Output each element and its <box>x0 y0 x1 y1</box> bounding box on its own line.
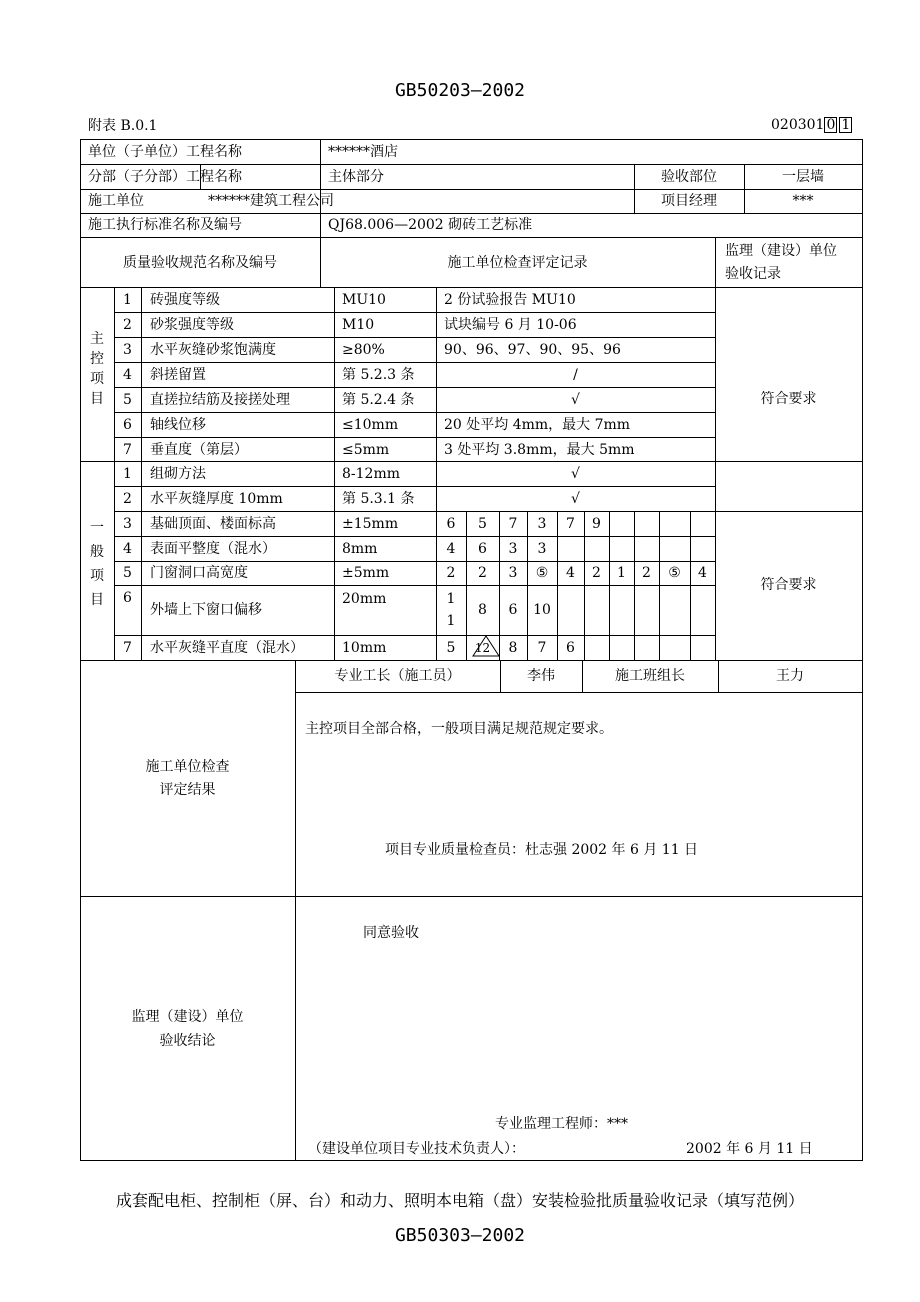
main-control-char: 控 <box>90 351 104 367</box>
measure-value: 6 <box>446 516 456 532</box>
form-code <box>771 117 852 133</box>
measure-value: 3 <box>508 541 518 557</box>
contractor-eval-text: 主控项目全部合格，一般项目满足规范规定要求。 <box>305 721 613 737</box>
next-form-title: 成套配电柜、控制柜（屏、台）和动力、照明本电箱（盘）安装检验批质量验收记录（填写范例） <box>115 1191 804 1210</box>
row-item: 轴线位移 <box>150 417 206 433</box>
row-std: 8mm <box>342 541 378 557</box>
measure-value: 2 <box>592 565 601 581</box>
row-std: M10 <box>342 317 375 333</box>
spec-label: 质量验收规范名称及编号 <box>123 255 277 271</box>
row-item: 斜搓留置 <box>150 367 206 383</box>
general-char: 目 <box>90 592 104 608</box>
main-control-char: 目 <box>90 391 104 407</box>
supervisor-conclusion-label-2: 验收结论 <box>159 1033 216 1049</box>
exec-standard-label: 施工执行标准名称及编号 <box>88 217 242 233</box>
measure-value: 1 <box>446 613 456 629</box>
form-code-prefix: 020301 <box>771 117 825 133</box>
contractor-eval-label-1: 施工单位检查 <box>145 759 230 775</box>
measure-value: 5 <box>446 640 456 656</box>
sub-project-value: 主体部分 <box>328 169 384 185</box>
main-control-group-label <box>80 329 114 409</box>
measure-value: 3 <box>508 565 518 581</box>
measure-value: 4 <box>446 541 456 557</box>
foreman-name: 李伟 <box>527 668 555 684</box>
row-std: ≤5mm <box>342 442 390 458</box>
row-item: 水平灰缝平直度（混水） <box>150 640 304 656</box>
accept-part-label: 验收部位 <box>661 169 717 185</box>
measure-value: 4 <box>698 565 707 581</box>
general-char: 般 <box>90 544 104 560</box>
supervisor-record-label-2: 验收记录 <box>725 266 781 282</box>
general-group-label <box>80 516 114 612</box>
team-leader-name: 王力 <box>776 668 804 684</box>
measure-value: 1 <box>617 565 626 581</box>
row-no: 7 <box>123 442 132 458</box>
measure-value: 8 <box>478 602 487 618</box>
unit-project-label: 单位（子单位）工程名称 <box>88 144 242 160</box>
row-item: 水平灰缝砂浆饱满度 <box>150 342 276 358</box>
main-control-char: 项 <box>90 371 104 387</box>
row-item: 砖强度等级 <box>150 292 220 308</box>
general-result: 符合要求 <box>760 577 817 593</box>
row-no: 3 <box>123 516 132 532</box>
project-manager-label: 项目经理 <box>661 193 717 209</box>
general-char: 项 <box>90 568 104 584</box>
measure-value: 2 <box>642 565 651 581</box>
measure-value: 6 <box>478 541 487 557</box>
row-std: 8-12mm <box>342 466 401 482</box>
row-item: 组砌方法 <box>150 466 206 482</box>
general-char: 一 <box>90 520 104 536</box>
measure-value: 6 <box>508 602 518 618</box>
row-no: 5 <box>123 565 132 581</box>
row-record: √ <box>571 466 580 482</box>
row-item: 垂直度（第层） <box>150 442 248 458</box>
supervisor-record-label-1: 监理（建设）单位 <box>725 243 837 259</box>
check-record-label: 施工单位检查评定记录 <box>447 255 588 271</box>
measure-value: 3 <box>537 516 547 532</box>
quality-inspector-line: 项目专业质量检查员：杜志强 2002 年 6 月 11 日 <box>385 842 699 858</box>
row-no: 7 <box>123 640 132 656</box>
owner-rep-line: （建设单位项目专业技术负责人）： <box>308 1141 525 1157</box>
measure-value-circled: ⑤ <box>535 565 549 581</box>
team-leader-label: 施工班组长 <box>615 668 685 684</box>
measure-value: 4 <box>566 565 575 581</box>
row-std: ±5mm <box>342 565 390 581</box>
form-code-box-2: 1 <box>841 117 851 133</box>
row-no: 3 <box>123 342 132 358</box>
standard-code-bottom: GB50303—2002 <box>394 1225 526 1246</box>
row-record: √ <box>571 392 580 408</box>
measure-value: 3 <box>537 541 547 557</box>
measure-value-circled: ⑤ <box>668 565 681 581</box>
measure-value: 8 <box>508 640 518 656</box>
row-record: 90、96、97、90、95、96 <box>444 342 621 358</box>
main-control-char: 主 <box>90 331 104 347</box>
foreman-label: 专业工长（施工员） <box>334 668 461 684</box>
measure-value-flagged: 12 <box>474 641 491 655</box>
row-item: 水平灰缝厚度 10mm <box>150 491 283 507</box>
row-std: 第 5.2.4 条 <box>342 392 415 408</box>
measure-value: 7 <box>566 516 575 532</box>
row-std: 20mm <box>342 591 387 607</box>
row-item: 砂浆强度等级 <box>150 317 234 333</box>
row-record: 试块编号 6 月 10-06 <box>444 317 577 333</box>
row-record: 2 份试验报告 MU10 <box>444 292 576 308</box>
row-record: / <box>573 367 578 383</box>
row-record: 3 处平均 3.8mm，最大 5mm <box>444 442 635 458</box>
main-control-result: 符合要求 <box>760 391 817 407</box>
measure-value: 7 <box>537 640 547 656</box>
row-no: 1 <box>123 466 132 482</box>
row-std: MU10 <box>342 292 386 308</box>
supervisor-conclusion-text: 同意验收 <box>363 925 419 941</box>
row-std: ≤10mm <box>342 417 399 433</box>
measure-value: 1 <box>446 591 456 607</box>
row-no: 6 <box>123 417 132 433</box>
row-no: 1 <box>123 292 132 308</box>
supervisor-conclusion-label-1: 监理（建设）单位 <box>131 1009 244 1025</box>
row-std: ≥80% <box>342 342 385 358</box>
row-item: 直搓拉结筋及接搓处理 <box>150 392 290 408</box>
row-no: 4 <box>123 367 132 383</box>
table-ref: 附表 B.0.1 <box>88 118 158 134</box>
form-code-box-1: 0 <box>826 117 836 133</box>
row-std: 第 5.2.3 条 <box>342 367 415 383</box>
row-item: 表面平整度（混水） <box>150 541 276 557</box>
measure-value: 6 <box>566 640 575 656</box>
measure-value: 5 <box>478 516 487 532</box>
row-item: 基础顶面、楼面标高 <box>150 516 276 532</box>
measure-value: 2 <box>478 565 487 581</box>
measure-value: 9 <box>592 516 601 532</box>
sub-project-label: 分部（子分部）工程名称 <box>88 169 242 185</box>
contractor-eval-label-2: 评定结果 <box>159 782 216 798</box>
row-std: ±15mm <box>342 516 399 532</box>
contractor-value: ******建筑工程公司 <box>208 193 334 209</box>
measure-value: 7 <box>508 516 518 532</box>
accept-part-value: 一层墙 <box>782 169 824 185</box>
contractor-label: 施工单位 <box>88 193 144 209</box>
row-std: 10mm <box>342 640 387 656</box>
standard-code-top: GB50203—2002 <box>394 80 526 101</box>
row-no: 5 <box>123 392 132 408</box>
unit-project-value: ******酒店 <box>328 144 398 160</box>
row-item: 门窗洞口高宽度 <box>150 565 248 581</box>
row-std: 第 5.3.1 条 <box>342 491 415 507</box>
measure-value: 2 <box>446 565 456 581</box>
row-item: 外墙上下窗口偏移 <box>150 602 262 618</box>
row-no: 2 <box>123 317 132 333</box>
row-record: √ <box>571 491 580 507</box>
row-no: 6 <box>123 590 132 606</box>
exec-standard-value: QJ68.006—2002 砌砖工艺标准 <box>328 217 533 233</box>
project-manager-value: *** <box>792 193 814 209</box>
row-no: 4 <box>123 541 132 557</box>
supervising-engineer-line: 专业监理工程师：*** <box>495 1116 628 1132</box>
row-no: 2 <box>123 491 132 507</box>
conclusion-date: 2002 年 6 月 11 日 <box>686 1141 813 1157</box>
row-record: 20 处平均 4mm，最大 7mm <box>444 417 631 433</box>
measure-value: 10 <box>533 602 551 618</box>
